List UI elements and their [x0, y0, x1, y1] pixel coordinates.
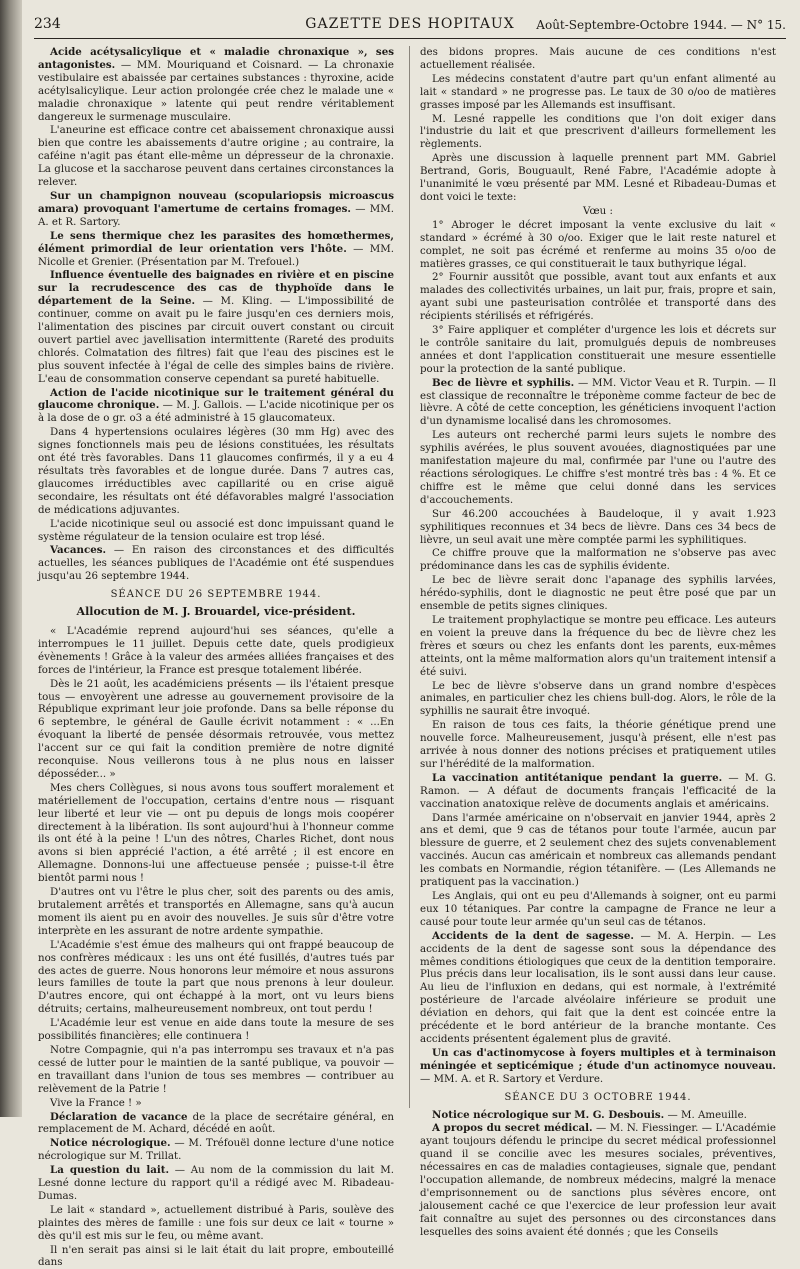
article-paragraph [420, 377, 776, 429]
article-paragraph: Il n'en serait pas ainsi si le lait était du lait propre, embouteillé dans [38, 1243, 394, 1269]
article-heading: Bec de lièvre et syphilis. [432, 376, 575, 389]
article-text: — M. G. Ramon. — A défaut de documents français l'efficacité de la vaccination anatoxique relève de documents anglais et américains. [420, 771, 777, 810]
article-heading: Notice nécrologique sur M. G. Desbouis. [432, 1108, 665, 1121]
right-column [420, 46, 777, 1238]
article-paragraph: des bidons propres. Mais aucune de ces conditions n'est actuellement réalisée. [420, 46, 776, 71]
book-binding-edge [0, 0, 22, 1117]
page-header [34, 10, 786, 39]
article-text: — M. Tréfouël donne lecture d'une notice nécrologique sur M. Trillat. [38, 1137, 395, 1163]
article-paragraph: Après une discussion à laquelle prennent part MM. Gabriel Bertrand, Goris, Bouguault, René Fabre, l'Académie adopte à l'unanimité le vœu présenté par MM. Lesné et Ribadeau-Dumas et dont voici le texte: [420, 152, 776, 203]
article-paragraph [420, 772, 776, 811]
article-paragraph: Le bec de lièvre s'observe dans un grand nombre d'espèces animales, en particulier chez les chiens bull-dog. Alors, le rôle de la syphillis ne saurait être invoqué. [420, 679, 776, 718]
article-paragraph: Le bec de lièvre serait donc l'apanage des syphilis larvées, hérédo-syphilis, dont le diagnostic ne peut être posé que par un ensemble de petits signes cliniques. [420, 574, 776, 613]
article-text: — M. Kling. — L'impossibilité de continuer, comme on avait pu le faire jusqu'en ces derniers mois, l'alimentation des piscines par circuit ouvert constant ou circuit ouvert partiel avec javellisation intermittente (Rareté des produits chlorés. Colmatation des filtres) fait que l'eau des piscines est le plus souvent infectée à l'égal de celle des simples bains de rivière. L'eau de consommation conserve cependant sa pureté habituelle. [38, 295, 394, 385]
speech-paragraph: Vive la France ! » [50, 1096, 142, 1109]
article-paragraph: Le traitement prophylactique se montre peu efficace. Les auteurs en voient la preuve dans la fréquence du bec de lièvre chez les frères et sœurs ou chez les enfants dont les parents, eux-mêmes atteints, ont la même malformation alors qu'un traitement intensif a été suivi. [420, 613, 776, 678]
article-paragraph: Dans 4 hypertensions oculaires légères (30 mm Hg) avec des signes fonctionnels mais peu de lésions constituées, les résultats ont été très favorables. Dans 11 glaucomes confirmés, il y a eu 4 résultats très favorables et de longue durée. Dans 7 autres cas, glaucomes irréductibles avec capillarité ou en crise aiguë secondaire, les résultats ont été défavorables malgré l'association de médications adjuvantes. [38, 426, 394, 516]
article-heading: Acide acétysalicylique et « maladie chronaxique », ses antagonistes. [38, 46, 394, 71]
article-paragraph: En raison de tous ces faits, la théorie génétique prend une nouvelle force. Malheureusement, jusqu'à présent, elle n'est pas arrivée à nous donner des notions précises et pratiquement utiles sur l'hérédité de la malformation. [420, 719, 776, 770]
journal-title: GAZETTE DES HOPITAUX [305, 16, 515, 32]
article-heading: Accidents de la dent de sagesse. [432, 929, 634, 942]
article-paragraph [420, 930, 776, 1046]
article-text: — MM. Nicolle et Grenier. (Présentation par M. Trefouel.) [38, 242, 394, 268]
article-paragraph [38, 1164, 394, 1203]
left-column [38, 46, 395, 1269]
resolution-heading: Vœu : [583, 204, 613, 217]
speech-paragraph: L'Académie s'est émue des malheurs qui ont frappé beaucoup de nos confrères médicaux : les uns ont été fusillés, d'autres tués par des actes de guerre. Nous honorons leur mémoire et nous assurons leurs familles de toute la part que nous prenons à leur douleur. D'autres encore, qui ont échappé à la mort, ont vu leurs biens détruits; certains, malheureusement nombreux, ont tout perdu ! [38, 938, 394, 1016]
article-paragraph [38, 1111, 394, 1137]
resolution-item: 2° Fournir aussitôt que possible, avant tout aux enfants et aux malades des collectivités urbaines, un lait pur, frais, propre et sain, ayant subi une pasteurisation contrôlée et transporté dans des récipients stérilisés et réfrigérés. [420, 271, 776, 323]
speech-paragraph: Notre Compagnie, qui n'a pas interrompu ses travaux et n'a pas cessé de lutter pour le maintien de la santé publique, va pouvoir — en travaillant dans l'union de tous ses membres — contribuer au relèvement de la Patrie ! [38, 1043, 394, 1095]
article-paragraph [38, 544, 394, 583]
article-paragraph [38, 190, 394, 229]
article-paragraph [38, 1137, 394, 1163]
article-text: — MM. Mouriquand et Coisnard. — La chronaxie vestibulaire est abaissée par certaines substances : thyroxine, acide acétylsalicylique. Leur action prolongée crée chez le malade une « maladie chronaxique » latente qui peut rendre véritablement dangereux le surmenage musculaire. [38, 58, 394, 123]
article-heading: La question du lait. [50, 1164, 170, 1177]
speech-paragraph: « L'Académie reprend aujourd'hui ses séances, qu'elle a interrompues le 11 juillet. Depuis cette date, quels prodigieux évènements ! Grâce à la valeur des armées alliées françaises et des forces de l'intérieur, la France est presque totalement libérée. [38, 624, 394, 676]
article-text: — Au nom de la commission du lait M. Lesné donne lecture du rapport qu'il a rédigé avec M. Ribadeau-Dumas. [38, 1164, 394, 1202]
resolution-item: 1° Abroger le décret imposant la vente exclusive du lait « standard » écrémé à 30 o/oo. Exiger que le lait reste naturel et complet, ne soit pas écrémé et renferme au moins 35 o/oo de matières grasses, ce qui constituerait le taux buthyrique légal. [420, 218, 776, 270]
speech-heading: Allocution de M. J. Brouardel, vice-président. [76, 605, 356, 619]
session-heading: SÉANCE DU 3 OCTOBRE 1944. [504, 1091, 692, 1103]
article-paragraph [38, 230, 394, 269]
article-paragraph: Ce chiffre prouve que la malformation ne s'observe pas avec prédominance dans les cas de syphilis évidente. [420, 547, 776, 573]
article-heading: Action de l'acide nicotinique sur le traitement général du glaucome chronique. [38, 386, 394, 412]
article-paragraph: Les auteurs ont recherché parmi leurs sujets le nombre des syphilis avérées, le plus souvent avouées, diagnostiquées par une manifestation majeure du mal, confirmée par l'une ou l'autre des réactions sérologiques. Le chiffre s'est montré très bas : 4 %. Et ce chiffre est le même que celui donné dans les services d'accouchements. [420, 429, 776, 506]
article-paragraph: Le lait « standard », actuellement distribué à Paris, soulève des plaintes des mères de famille : une fois sur deux ce lait « tourne » dès qu'il est mis sur le feu, ou même avant. [38, 1203, 394, 1242]
resolution-item: 3° Faire appliquer et compléter d'urgence les lois et décrets sur le contrôle sanitaire du lait, promulgués depuis de nombreuses années et dont l'application constituerait une mesure essentielle pour la protection de la santé publique. [420, 324, 776, 375]
article-heading: La vaccination antitétanique pendant la guerre. [432, 771, 723, 784]
article-paragraph: Sur 46.200 accouchées à Baudeloque, il y avait 1.923 syphilitiques reconnues et 34 becs de lièvre. Dans ces 34 becs de lièvre, un seul avait une mère comptée parmi les syphilitiques. [420, 507, 776, 546]
article-paragraph [420, 1047, 776, 1086]
article-paragraph [38, 46, 394, 123]
article-heading: Un cas d'actinomycose à foyers multiples et à terminaison méningée et septicémique ; étude d'un actinomyce nouveau. [420, 1046, 776, 1072]
article-text: — En raison des circonstances et des difficultés actuelles, les séances publiques de l'Académie ont été suspendues jusqu'au 26 septembre 1944. [38, 544, 394, 583]
article-paragraph: Dans l'armée américaine on n'observait en janvier 1944, après 2 ans et demi, que 9 cas de tétanos pour toute l'armée, aucun par blessure de guerre, et 2 seulement chez des sujets convenablement vaccinés. Aucun cas américain et nombreux cas allemands pendant les combats en Normandie, région tétanifère. — (Les Allemands ne pratiquent pas la vaccination.) [420, 811, 776, 889]
article-paragraph: L'aneurine est efficace contre cet abaissement chronaxique aussi bien que contre les abaissements d'autre origine ; au contraire, la caféine n'agit pas étant elle-même un dépresseur de la chronaxie. La glucose et la saccharose peuvent dans certaines circonstances la relever. [38, 124, 394, 189]
article-text: — MM. A. et R. Sartory. [38, 202, 394, 228]
article-paragraph: M. Lesné rappelle les conditions que l'on doit exiger dans l'industrie du lait et que prescrivent d'ailleurs formellement les règlements. [420, 112, 776, 151]
article-heading: A propos du secret médical. [432, 1122, 593, 1135]
article-heading: Sur un champignon nouveau (scopulariopsis microascus amara) provoquant l'amertume de certains fromages. [38, 189, 394, 215]
article-paragraph: Les médecins constatent d'autre part qu'un enfant alimenté au lait « standard » ne progresse pas. Le taux de 30 o/oo de matières grasses imposé par les Allemands est insuffisant. [420, 72, 776, 111]
session-heading: SÉANCE DU 26 SEPTEMBRE 1944. [110, 589, 322, 601]
article-text: de la place de secrétaire général, en remplacement de M. Achard, décédé en août. [38, 1110, 394, 1136]
article-paragraph [420, 1122, 776, 1238]
issue-date: Août-Septembre-Octobre 1944. — N° 15. [536, 18, 786, 32]
article-heading: Vacances. [50, 544, 107, 557]
article-paragraph: Les Anglais, qui ont eu peu d'Allemands à soigner, ont eu parmi eux 10 tétaniques. Par contre la campagne de France ne leur a causé pour toute leur armée qu'un seul cas de tétanos. [420, 890, 776, 928]
article-text: — M. A. Herpin. — Les accidents de la dent de sagesse sont sous la dépendance des mêmes conditions étiologiques que ceux de la dentition temporaire. Plus précis dans leur localisation, ils le sont aussi dans leur cause. Au lieu de l'influxion en dedans, qui est normale, à l'extrémité postérieure de l'arcade alvéolaire inférieure se produit une déviation en dehors, qui fait que la dent est coincée entre la précédente et le bord antérieur de la branche montante. Ces accidents présentent également plus de gravité. [420, 929, 776, 1045]
article-text: — MM. Victor Veau et R. Turpin. — Il est classique de reconnaître le tréponème comme facteur de bec de lièvre. A côté de cette conception, les généticiens invoquent l'action d'un dynamisme localisé dans les chromosomes. [420, 376, 776, 428]
page-number: 234 [34, 16, 61, 32]
article-heading: Notice nécrologique. [50, 1137, 171, 1150]
article-paragraph: L'acide nicotinique seul ou associé est donc impuissant quand le système régulateur de la tension oculaire est trop lésé. [38, 517, 394, 543]
article-text: — M. N. Fiessinger. — L'Académie ayant toujours défendu le principe du secret médical professionnel quand il se concilie avec les mesures sociales, préventives, nécessaires en cas de maladies contagieuses, signale que, pendant l'occupation allemande, de nombreux médecins, malgré la menace d'emprisonnement ou de sanctions plus sévères encore, ont jalousement caché ce que l'exercice de leur profession leur avait fait connaître au sujet des personnes ou des circonstances dans lesquelles des soins avaient été donnés ; que les Conseils [420, 1122, 776, 1238]
article-text: — M. J. Gallois. — L'acide nicotinique per os à la dose de o gr. o3 a été administré à 15 glaucomateux. [38, 399, 395, 425]
speech-paragraph: L'Académie leur est venue en aide dans toute la mesure de ses possibilités financières; elle continuera ! [38, 1017, 394, 1043]
column-divider [409, 46, 410, 1108]
article-heading: Le sens thermique chez les parasites des homœthermes, élément primordial de leur orientation vers l'hôte. [38, 229, 394, 255]
article-paragraph [38, 269, 394, 385]
article-text: — MM. A. et R. Sartory et Verdure. [420, 1072, 604, 1085]
article-text: — M. Ameuille. [664, 1108, 747, 1121]
speech-paragraph: D'autres ont vu l'être le plus cher, soit des parents ou des amis, brutalement arrêtés et transportés en Allemagne, sans qu'à aucun moment ils aient pu en avoir des nouvelles. Je suis sûr d'être votre interprète en les assurant de notre ardente sympathie. [38, 886, 394, 937]
article-paragraph [38, 387, 394, 426]
article-paragraph [420, 1109, 776, 1122]
speech-paragraph: Dès le 21 août, les académiciens présents — ils l'étaient presque tous — envoyèrent une adresse au gouvernement provisoire de la République exprimant leur joie profonde. Dans sa belle réponse du 6 septembre, le général de Gaulle écrivit notamment : « ...En évoquant la liberté de pensée désormais retrouvée, vous mettez l'accent sur ce qui fait la condition première de notre dignité reconquise. Nous veillerons tous à ne plus nous en laisser déposséder... » [38, 677, 394, 780]
article-heading: Influence éventuelle des baignades en rivière et en piscine sur la recrudescence des cas de thyphoïde dans le département de la Seine. [38, 269, 394, 308]
article-heading: Déclaration de vacance [50, 1110, 188, 1123]
speech-paragraph: Mes chers Collègues, si nous avons tous souffert moralement et matériellement de l'occupation, certains d'entre nous — risquant leur liberté et leur vie — ont pu depuis de longs mois coopérer directement à la libération. Ils sont aujourd'hui à l'honneur comme ils ont été à la peine ! L'un des nôtres, Charles Richet, dont nous avons si bien apprécié l'action, a été arrêté ; il est encore en Allemagne. Donnons-lui une affectueuse pensée ; puisse-t-il être bientôt parmi nous ! [38, 781, 394, 885]
